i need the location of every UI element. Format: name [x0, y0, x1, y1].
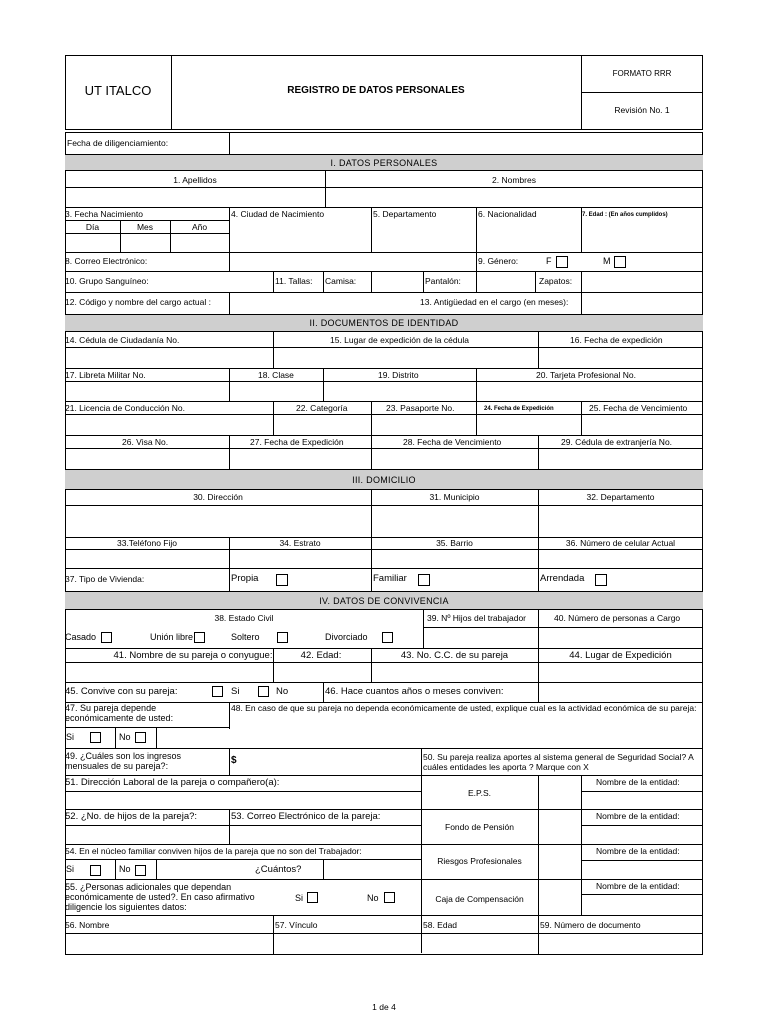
genero-f-checkbox[interactable]	[556, 256, 568, 268]
fondo-checkbox[interactable]	[539, 810, 580, 843]
vinculo-label: 57. Vínculo	[275, 920, 318, 930]
divider	[581, 92, 703, 93]
libreta-label: 17. Libreta Militar No.	[65, 370, 146, 380]
anio-label: Año	[191, 222, 208, 232]
clase-label: 18. Clase	[258, 370, 294, 380]
genero-label: 9. Género:	[478, 256, 519, 266]
convive-label: 45. Convive con su pareja:	[65, 686, 178, 697]
vinculo-field[interactable]	[274, 934, 420, 953]
divider	[65, 220, 230, 221]
personas-cargo-field[interactable]	[539, 628, 702, 647]
entidad-riesgos-label: Nombre de la entidad:	[596, 846, 680, 856]
convive-no-label: No	[276, 686, 289, 697]
fecha-field[interactable]	[230, 133, 702, 153]
entidad-fondo-label: Nombre de la entidad:	[596, 811, 680, 821]
ingresos-field[interactable]	[240, 749, 420, 774]
divider	[65, 775, 703, 776]
nombres-field[interactable]	[326, 188, 702, 206]
libreta-field[interactable]	[66, 382, 228, 400]
tipo-vivienda-label: 37. Tipo de Vivienda:	[65, 574, 145, 584]
entidad-riesgos-field[interactable]	[582, 861, 702, 878]
entidad-eps-field[interactable]	[582, 792, 702, 808]
pasaporte-field[interactable]	[372, 415, 475, 434]
celular-field[interactable]	[539, 550, 702, 567]
nombre-pareja-field[interactable]	[66, 663, 272, 681]
lugar-exp-pareja-field[interactable]	[539, 663, 702, 681]
hijos-no-trab-label: 54. En el núcleo familiar conviven hijos de la pareja que no son del Trabajador:	[65, 846, 362, 856]
personas-si-label: Si	[295, 893, 304, 903]
divider	[120, 220, 121, 252]
divider	[323, 271, 324, 292]
edad-pareja-label: 42. Edad:	[300, 650, 342, 661]
pantalon-label: Pantalón:	[425, 276, 461, 286]
depende-si-label: Si	[66, 732, 75, 742]
barrio-label: 35. Barrio	[436, 538, 473, 548]
cuanto-label: 46. Hace cuantos años o meses conviven:	[325, 686, 504, 697]
revision: Revisión No. 1	[614, 105, 670, 115]
casado-checkbox[interactable]	[101, 632, 112, 643]
hijos-si-label: Si	[66, 864, 75, 874]
divider	[170, 220, 171, 252]
divider	[65, 879, 703, 880]
pasaporte-label: 23. Pasaporte No.	[386, 403, 455, 413]
fecha-venc25-label: 25. Fecha de Vencimiento	[589, 403, 688, 413]
direccion-field[interactable]	[66, 506, 370, 536]
fecha-venc25-field[interactable]	[582, 415, 702, 434]
familiar-checkbox[interactable]	[418, 574, 430, 586]
divider	[535, 271, 536, 292]
hijos-no-label: No	[119, 864, 131, 874]
depto-dom-label: 32. Departamento	[586, 492, 655, 502]
page-number: 1 de 4	[372, 1002, 396, 1012]
fecha-exp24-field[interactable]	[477, 415, 580, 434]
direccion-lab-field[interactable]	[66, 792, 420, 808]
correo-field[interactable]	[230, 253, 475, 270]
tallas-label: 11. Tallas:	[275, 276, 313, 286]
divider	[156, 727, 157, 748]
municipio-field[interactable]	[372, 506, 537, 536]
cedula-ext-field[interactable]	[539, 449, 702, 468]
correo-pareja-field[interactable]	[230, 826, 420, 843]
categoria-label: 22. Categoría	[296, 403, 348, 413]
propia-checkbox[interactable]	[276, 574, 288, 586]
fecha-exp27-field[interactable]	[230, 449, 370, 468]
depende-label: 47. Su pareja depende económicamente de usted:	[65, 703, 174, 723]
fecha-venc28-field[interactable]	[372, 449, 537, 468]
arrendada-label: Arrendada	[540, 573, 585, 584]
divider	[65, 648, 703, 649]
correo-label: 8. Correo Electrónico:	[65, 256, 148, 266]
divider	[65, 727, 230, 728]
ingresos-label: 49. ¿Cuáles son los ingresos mensuales de su pareja?:	[65, 751, 182, 771]
lugar-exp-field[interactable]	[274, 348, 537, 367]
estrato-field[interactable]	[230, 550, 370, 567]
hijos-label: 39. Nº Hijos del trabajador	[427, 613, 527, 623]
riesgos-checkbox[interactable]	[539, 845, 580, 878]
grupo-label: 10. Grupo Sanguíneo:	[65, 276, 149, 286]
num-hijos-pareja-field[interactable]	[66, 826, 228, 843]
lugar-exp-pareja-label: 44. Lugar de Expedición	[569, 650, 672, 661]
licencia-label: 21. Licencia de Conducción No.	[65, 403, 186, 413]
convive-checkbox[interactable]	[212, 686, 223, 697]
divider	[65, 435, 703, 436]
direccion-lab-label: 51. Dirección Laboral de la pareja o compañero(a):	[65, 777, 280, 788]
caja-label: Caja de Compensación	[435, 894, 524, 904]
fecha-exp-label: 16. Fecha de expedición	[570, 335, 663, 345]
fecha-venc28-label: 28. Fecha de Vencimiento	[403, 437, 502, 447]
section-domicilio: III. DOMICILIO	[65, 469, 703, 490]
cargo-label: 12. Código y nombre del cargo actual :	[65, 297, 212, 307]
arrendada-checkbox[interactable]	[595, 574, 607, 586]
tarjeta-field[interactable]	[477, 382, 702, 400]
divider	[476, 252, 477, 271]
camisa-label: Camisa:	[325, 276, 357, 286]
soltero-checkbox[interactable]	[277, 632, 288, 643]
genero-m-checkbox[interactable]	[614, 256, 626, 268]
fondo-label: Fondo de Pensión	[445, 822, 514, 832]
fecha-exp-field[interactable]	[539, 348, 702, 367]
hijos-si-checkbox[interactable]	[90, 865, 101, 876]
divider	[65, 401, 703, 402]
entidad-fondo-field[interactable]	[582, 826, 702, 843]
visa-field[interactable]	[66, 449, 228, 468]
edad-dep-label: 58. Edad	[423, 920, 458, 930]
divider	[65, 568, 703, 569]
divider	[371, 568, 372, 591]
personas-no-checkbox[interactable]	[384, 892, 395, 903]
edad-dep-field[interactable]	[422, 934, 537, 953]
convive-si-label: Si	[231, 686, 240, 697]
nombre-pareja-label: 41. Nombre de su pareja o conyugue:	[113, 650, 273, 661]
personas-cargo-label: 40. Número de personas a Cargo	[554, 613, 681, 623]
telefono-field[interactable]	[66, 550, 228, 567]
casado-label: Casado	[65, 632, 97, 642]
fecha-label: Fecha de diligenciamiento:	[67, 138, 169, 148]
depto-nac-field[interactable]	[372, 222, 475, 251]
section-datos-personales: I. DATOS PERSONALES	[65, 154, 703, 171]
company-name: UT ITALCO	[84, 83, 152, 98]
estrato-label: 34. Estrato	[279, 538, 321, 548]
divider	[65, 915, 703, 916]
barrio-field[interactable]	[372, 550, 537, 567]
eps-label: E.P.S.	[468, 788, 491, 798]
correo-pareja-label: 53. Correo Electrónico de la pareja:	[231, 811, 381, 822]
dia-label: Día	[85, 222, 100, 232]
nombres-label: 2. Nombres	[492, 175, 536, 185]
divider	[65, 207, 703, 208]
cedula-label: 14. Cédula de Ciudadanía No.	[65, 335, 180, 345]
apellidos-label: 1. Apellidos	[173, 175, 217, 185]
lugar-exp-label: 15. Lugar de expedición de la cédula	[330, 335, 469, 345]
depende-no-label: No	[119, 732, 131, 742]
distrito-field[interactable]	[324, 382, 475, 400]
zapatos-field[interactable]	[582, 272, 702, 291]
divider	[65, 368, 703, 369]
direccion-label: 30. Dirección	[193, 492, 243, 502]
mes-label: Mes	[136, 222, 154, 232]
divider	[156, 859, 157, 879]
edad-label: 7. Edad : (En años cumplidos)	[582, 212, 668, 218]
cc-pareja-label: 43. No. C.C. de su pareja	[400, 650, 509, 661]
riesgos-label: Riesgos Profesionales	[437, 856, 522, 866]
genero-f-label: F	[546, 256, 552, 266]
soltero-label: Soltero	[231, 632, 260, 642]
divider	[323, 682, 324, 702]
divider	[273, 271, 274, 292]
caja-checkbox[interactable]	[539, 880, 580, 914]
cuantos-label: ¿Cuántos?	[255, 864, 302, 875]
distrito-label: 19. Distrito	[378, 370, 419, 380]
actividad-label: 48. En caso de que su pareja no dependa económicamente de usted, explique cual es la actividad económica de su pareja:	[231, 703, 697, 713]
municipio-label: 31. Municipio	[429, 492, 480, 502]
eps-checkbox[interactable]	[539, 776, 580, 808]
divider	[65, 233, 230, 234]
cedula-field[interactable]	[66, 348, 272, 367]
divider	[229, 702, 230, 729]
depende-no-checkbox[interactable]	[135, 732, 146, 743]
actividad-field[interactable]	[230, 728, 702, 747]
divider	[65, 844, 703, 845]
fecha-exp24-label: 24. Fecha de Expedición	[484, 406, 554, 412]
edad-field[interactable]	[582, 222, 702, 251]
zapatos-label: Zapatos:	[539, 276, 573, 286]
apellidos-field[interactable]	[66, 188, 324, 206]
propia-label: Propia	[231, 573, 259, 584]
personas-si-checkbox[interactable]	[307, 892, 318, 903]
nombre-dep-field[interactable]	[66, 934, 272, 953]
tarjeta-label: 20. Tarjeta Profesional No.	[536, 370, 637, 380]
pantalon-field[interactable]	[477, 272, 534, 291]
convive-si-checkbox[interactable]	[258, 686, 269, 697]
divider	[65, 809, 703, 810]
edad-pareja-field[interactable]	[274, 663, 370, 681]
personas-no-label: No	[367, 893, 379, 903]
hijos-no-checkbox[interactable]	[135, 865, 146, 876]
divorciado-checkbox[interactable]	[382, 632, 393, 643]
entidad-eps-label: Nombre de la entidad:	[596, 777, 680, 787]
dollar-sign: $	[231, 755, 237, 766]
nombre-dep-label: 56. Nombre	[65, 920, 110, 930]
nacionalidad-label: 6. Nacionalidad	[478, 209, 537, 219]
celular-label: 36. Número de celular Actual	[565, 538, 676, 548]
divider	[229, 748, 230, 775]
cuanto-field[interactable]	[539, 683, 702, 701]
cedula-ext-label: 29. Cédula de extranjería No.	[561, 437, 673, 447]
familiar-label: Familiar	[373, 573, 407, 584]
camisa-field[interactable]	[372, 272, 422, 291]
clase-field[interactable]	[230, 382, 322, 400]
union-label: Unión libre	[150, 632, 194, 642]
personas-adic-label: 55. ¿Personas adicionales que dependan económicamente de usted?. En caso afirmativo diligencie los siguientes datos:	[65, 882, 255, 912]
divorciado-label: Divorciado	[325, 632, 368, 642]
depto-label: 5. Departamento	[373, 209, 437, 219]
estado-civil-label: 38. Estado Civil	[214, 613, 274, 623]
ciudad-nac-field[interactable]	[230, 222, 370, 251]
cuantos-field[interactable]	[324, 860, 420, 878]
format-code: FORMATO RRR	[612, 69, 672, 78]
documento-label: 59. Número de documento	[540, 920, 641, 930]
depto-dom-field[interactable]	[539, 506, 702, 536]
genero-m-label: M	[603, 256, 611, 266]
section-documentos: II. DOCUMENTOS DE IDENTIDAD	[65, 314, 703, 332]
cargo-field[interactable]	[230, 293, 416, 313]
antiguedad-label: 13. Antigüedad en el cargo (en meses):	[420, 297, 569, 307]
divider	[423, 271, 424, 292]
fecha-exp27-label: 27. Fecha de Expedición	[250, 437, 344, 447]
divider	[421, 748, 422, 953]
depende-si-checkbox[interactable]	[90, 732, 101, 743]
visa-label: 26. Visa No.	[122, 437, 169, 447]
fecha-nac-label: 3. Fecha Nacimiento	[65, 209, 143, 219]
cc-pareja-field[interactable]	[372, 663, 537, 681]
ciudad-nac-label: 4. Ciudad de Nacimiento	[231, 209, 325, 219]
num-hijos-pareja-label: 52. ¿No. de hijos de la pareja?:	[65, 811, 198, 822]
telefono-label: 33.Teléfono Fijo	[116, 538, 177, 548]
hijos-field[interactable]	[424, 628, 537, 647]
entidad-caja-label: Nombre de la entidad:	[596, 881, 680, 891]
entidad-caja-field[interactable]	[582, 895, 702, 914]
divider	[538, 568, 539, 591]
documento-field[interactable]	[539, 934, 702, 953]
aportes-label: 50. Su pareja realiza aportes al sistema general de Seguridad Social? A cuáles entidades les aporta ? Marque con X	[423, 752, 694, 772]
section-convivencia: IV. DATOS DE CONVIVENCIA	[65, 591, 703, 610]
nacionalidad-field[interactable]	[477, 222, 580, 251]
form-title: REGISTRO DE DATOS PERSONALES	[287, 85, 465, 96]
divider	[229, 568, 230, 591]
divider	[115, 859, 116, 879]
union-checkbox[interactable]	[194, 632, 205, 643]
antiguedad-field[interactable]	[582, 293, 702, 313]
licencia-field[interactable]	[66, 415, 272, 434]
divider	[115, 727, 116, 748]
categoria-field[interactable]	[274, 415, 370, 434]
